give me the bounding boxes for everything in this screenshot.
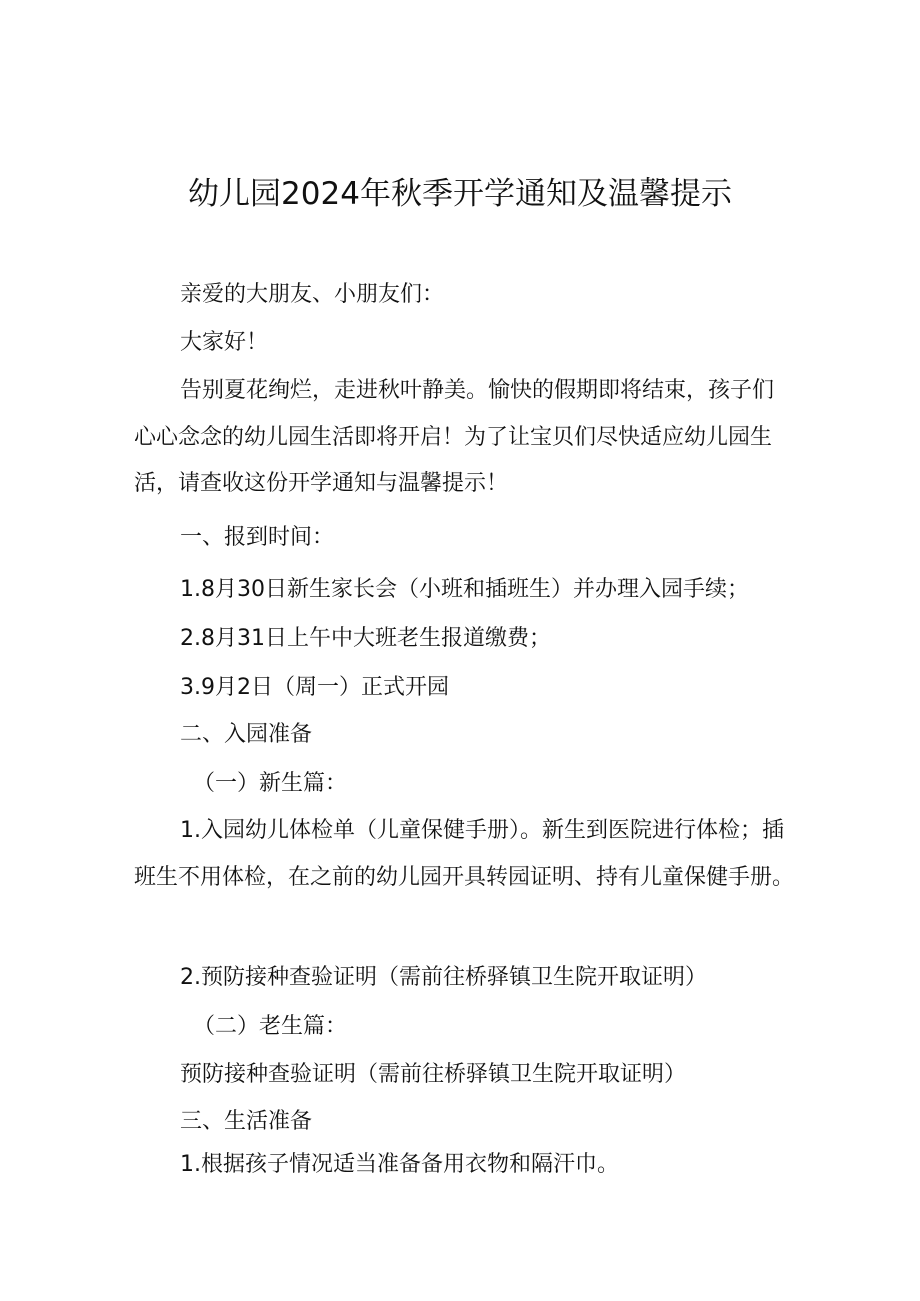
section1-item-1: 1.8月30日新生家长会（小班和插班生）并办理入园手续； — [180, 577, 749, 602]
greeting: 亲爱的大朋友、小朋友们： — [180, 282, 445, 307]
section2-sub2-heading: （二）老生篇： — [193, 1014, 348, 1039]
section2-sub1-item-1: 1.入园幼儿体检单（儿童保健手册）。新生到医院进行体检；插班生不用体检，在之前的幼儿园开具转园证明、持有儿童保健手册。 — [134, 818, 795, 890]
section3-item-1: 1.根据孩子情况适当准备备用衣物和隔汗巾。 — [180, 1152, 619, 1177]
section1-item-3: 3.9月2日（周一）正式开园 — [180, 675, 449, 700]
section1-heading: 一、报到时间： — [180, 525, 335, 550]
intro-paragraph: 告别夏花绚烂，走进秋叶静美。愉快的假期即将结束，孩子们心心念念的幼儿园生活即将开启！为了让宝贝们尽快适应幼儿园生活，请查收这份开学通知与温馨提示！ — [134, 378, 775, 496]
hello-line: 大家好！ — [180, 330, 269, 355]
section2-sub2-item-1: 预防接种查验证明（需前往桥驿镇卫生院开取证明） — [180, 1062, 687, 1087]
section2-heading: 二、入园准备 — [180, 722, 313, 747]
section1-item-2: 2.8月31日上午中大班老生报道缴费； — [180, 626, 551, 651]
document-title: 幼儿园2024年秋季开学通知及温馨提示 — [188, 176, 732, 212]
section2-sub1-item-2: 2.预防接种查验证明（需前往桥驿镇卫生院开取证明） — [180, 965, 707, 990]
section2-sub1-heading: （一）新生篇： — [193, 771, 348, 796]
section3-heading: 三、生活准备 — [180, 1109, 313, 1134]
